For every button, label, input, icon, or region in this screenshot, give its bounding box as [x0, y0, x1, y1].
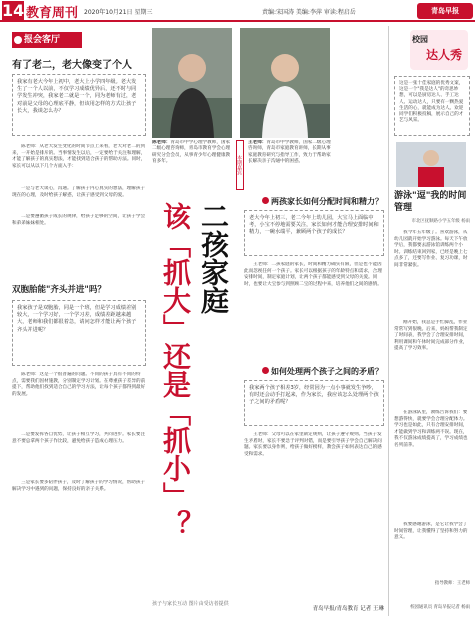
question-heading	[262, 196, 383, 207]
expert-bio	[152, 140, 234, 192]
answer-paragraph: 王老师：二孩家庭的家长，时间和精力确实有限，但是也不能因此而忽视任何一个孩子。家长可以根据孩子的年龄特点和需求，合理安排时间，制定家庭计划，让两个孩子都能感受到父母的关爱。同时，也要让大宝参与到照顾二宝的过程中来，培养他们之间的感情。	[244, 262, 382, 287]
page-number: 14	[2, 1, 25, 20]
story-paragraph: 我今年五年级了。喜欢游泳，从幼儿园就开始学习游泳。每天下午放学后，我都要去游泳馆训练两个小时。训练结束回到家，已经是晚上七点多了，还要写作业、复习功课，时间非常紧张。	[394, 230, 468, 268]
answer-paragraph: 陈老师：这是一个很普遍的问题。不同的孩子具有不同的特点，需要我们因材施教，分别制定学习计划。在尊重孩子差异的前提下，帮助他们找到适合自己的学习方法，让每个孩子都得到最好的发展。	[12, 372, 146, 397]
newspaper-logo: 青岛早报	[417, 3, 473, 19]
feature-photo	[396, 142, 466, 187]
question-icon	[262, 197, 269, 204]
headline-line1: 二孩家庭	[197, 202, 230, 314]
expert-bio-text: 青岛市中学教师，国家二级心理咨询师，青岛市家庭教育讲师，长期从事家庭教育研究与指导工作，致力于帮助家长解决亲子沟通中的困惑。	[248, 140, 331, 165]
reader-question-box: 我家两个孩子相差3岁，经常因为一点小事就发生争吵，有时还会动手打起来，作为家长，我应该怎么处理两个孩子之间的矛盾呢？	[244, 380, 384, 426]
badge-prefix: 校园	[412, 35, 428, 44]
article-title: 有了老二，老大像变了个人	[12, 60, 132, 71]
story-paragraph: 在游泳队里，教练告诉我们：要想游得快，就要学会合理分配体力。学习也是如此，只有合理安排时间，才能做到学习和训练两不误。现在，我不仅游泳成绩提高了，学习成绩也名列前茅。	[394, 410, 468, 448]
editor-credit: 校园通讯员 青岛早报记者 杨雨	[410, 605, 470, 610]
issue-date: 2020年10月21日 星期三	[84, 9, 153, 16]
story-author: 市北区抚顺路小学五年级 杨雨	[411, 219, 470, 224]
expert-portrait-icon	[152, 28, 232, 138]
expert-photo	[240, 28, 330, 138]
expert-portrait-icon	[240, 28, 330, 138]
answer-paragraph: 三是家长要多陪伴孩子，及时了解孩子的学习情况，帮助孩子解决学习中遇到的问题，保持良好的亲子关系。	[12, 480, 146, 492]
expert-bio-text: 青岛市中学心理学教师，国家二级心理咨询师，青岛市教育学会心理研究分会会员，从事青少年心理健康教育多年。	[152, 140, 231, 165]
expert-name: 王老师：	[248, 140, 267, 145]
reader-question-box: 我家孩子是双胞胎，同是一个班，但是学习成绩差别较大，一个学习好，一个学习差，成绩差距越来越大，老师和我们都很着急，请问怎样才能让两个孩子齐头并进呢？	[12, 300, 146, 366]
reader-question-box: 我家有老大今年上初中，老大上小学四年级。老大发生了一个人以前，不仅学习成绩优异后，还不时与同学发生冲突，我家老二就是一个，同为老师有过，老对前是父母的心理底平静，但该用怎样的方式让孩子长大，我谈怎么办？	[12, 74, 146, 136]
question-heading-text: 如何处理两个孩子之间的矛盾？	[271, 367, 383, 376]
column-divider	[388, 26, 389, 616]
student-photo-icon	[396, 142, 466, 187]
answer-paragraph: 陈老师：从老大发生变化的时间节点上来看，老大对老二的到来，一开始是排斥的。当事情发生以后，一定要给于关注和理解，才能了解孩子的真实想法，才能找到适合孩子的帮助方法。同时，家长可以从以下几个方面入手：	[12, 144, 146, 169]
question-heading	[262, 366, 383, 377]
expert-name: 陈老师：	[152, 140, 171, 145]
answer-paragraph: 二是要发挥各自优势，让孩子相互学习，共同进步。家长要注意不要总拿两个孩子作比较，避免给孩子造成心理压力。	[12, 432, 146, 444]
answer-paragraph: 王老师：父母可以在家里制定规则，让孩子遵守规则。当孩子发生矛盾时，家长不要急于评判对错，而是要引导孩子学会自己解决问题。家长要以身作则，给孩子做好榜样，教会孩子如何表达自己的感受和需求。	[244, 432, 382, 457]
headline-line2: 该「抓大」还是「抓小」？	[159, 202, 192, 538]
talent-badge	[410, 30, 468, 70]
column-flag: 报会客厅	[12, 32, 82, 48]
photo-caption: 孩子与家长互动 图片由受访者提供	[152, 601, 229, 607]
question-icon	[262, 367, 269, 374]
editor-credits: 责编:宋国涛 美编:李萍 审读:程启岳	[262, 9, 356, 16]
section-title: 教育周刊	[26, 6, 79, 21]
badge-title: 达人秀	[426, 48, 463, 62]
subheading: 双胞胎能"齐头并进"吗？	[12, 285, 106, 295]
reader-question-box: 老大今年上初三，老二今年上幼儿园，大宝马上面临中考，小宝不停地需要关注，家长如何才能合理安排时间和精力，一碗水端平，兼顾两个孩子的成长？	[244, 210, 384, 256]
story-paragraph: 刚开始，我总是手忙脚乱，作业常常写到很晚。后来，妈妈帮我制定了时间表，我学会了合理安排时间，利用课间和午休时间完成部分作业，提高了学习效率。	[394, 320, 468, 352]
expert-photo	[152, 28, 232, 138]
answer-paragraph: 一是与老大谈心，沟通。了解孩子内心真实的想法，理解孩子现在的心理，及时给孩子解惑，让孩子感受到父母的爱。	[12, 186, 146, 198]
answer-paragraph: 二是要遵循孩子成长的规律，给孩子足够的空间，让孩子学会和弟弟妹妹相处。	[12, 214, 146, 226]
story-paragraph: 我要感谢游泳，是它让我学会了时间管理，让我懂得了坚持和努力的意义。	[394, 522, 468, 541]
question-heading-text: 两孩家长如何分配时间和精力？	[271, 197, 383, 206]
byline: 青岛早报/青岛教育 记者 王琳	[312, 606, 384, 612]
story-title: 游泳"逗"我的时间管理	[394, 191, 467, 213]
intro-box: 这是一张十佳家庭的优秀文案，这是一个"我是达人"的奇思妙想，可以是厨房达人、手工达人、运动达人，只要有一颗热爱生活的心，就能成为达人。欢迎同学们积极投稿，展示自己的才艺与风采。	[394, 76, 470, 136]
teacher-credit: 指导教师：王老师	[434, 581, 470, 586]
expert-bio	[248, 140, 332, 192]
column-tag: 本期嘉宾	[236, 140, 244, 190]
